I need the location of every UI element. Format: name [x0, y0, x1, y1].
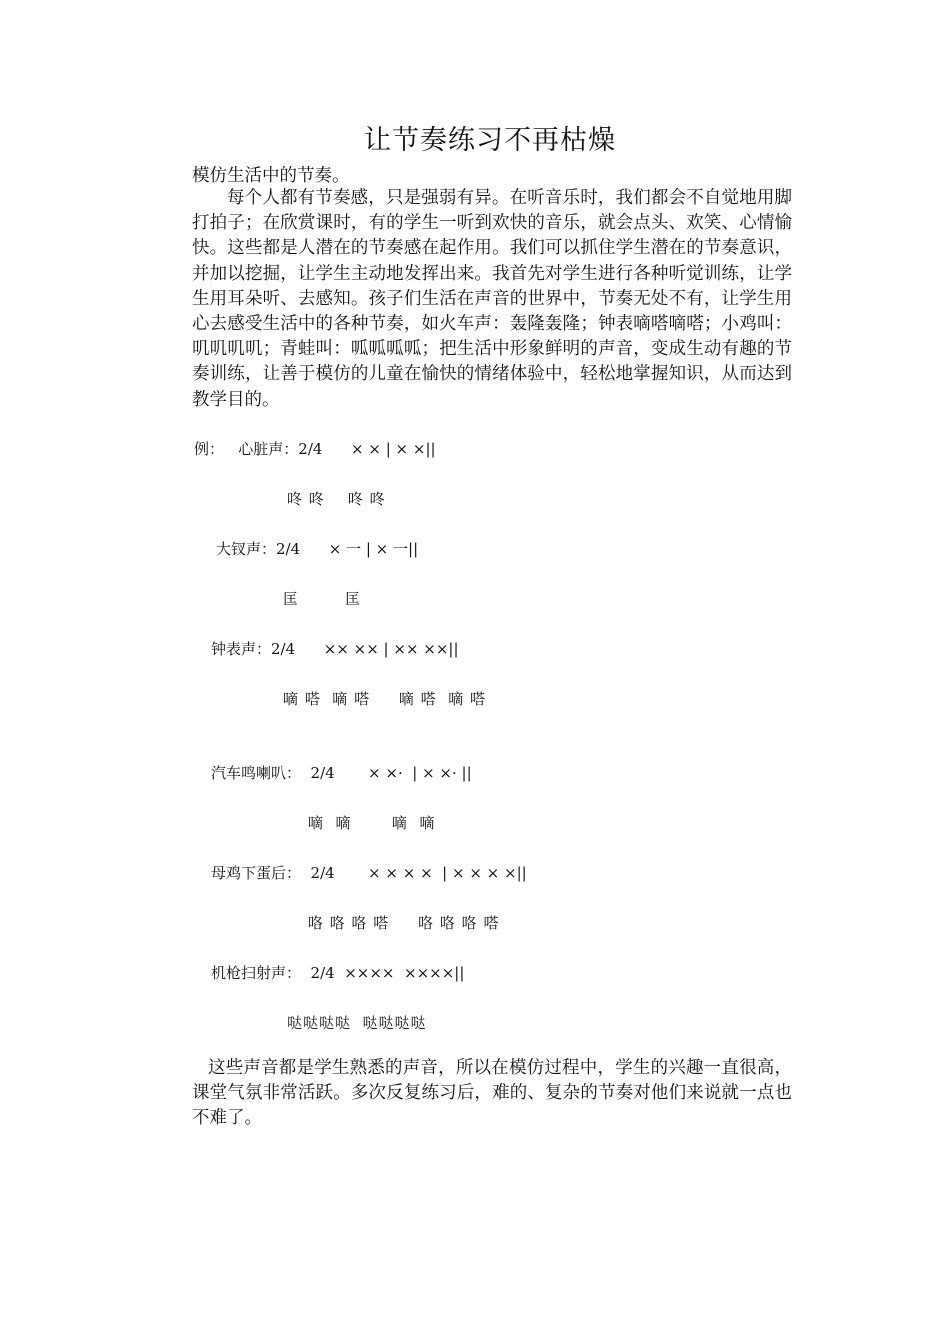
conclusion-paragraph: 这些声音都是学生熟悉的声音，所以在模仿过程中，学生的兴趣一直很高，课堂气氛非常活跃。多次反复练习后，难的、复杂的节奏对他们来说就一点也不难了。	[192, 1058, 792, 1129]
example-cymbal-sound: 匡 匡	[283, 590, 362, 608]
example-clock-sound: 嘀 嗒 嘀 嗒 嘀 嗒 嘀 嗒	[283, 690, 486, 708]
example-machinegun-rhythm: 机枪扫射声： 2/4 ×××× ××××||	[211, 964, 465, 982]
intro-paragraph: 每个人都有节奏感，只是强弱有异。在听音乐时，我们都会不自觉地用脚打拍子；在欣赏课时，有的学生一听到欢快的音乐，就会点头、欢笑、心情愉快。这些都是人潜在的节奏感在起作用。我们可以抓住学生潜在的节奏意识，并加以挖掘，让学生主动地发挥出来。我首先对学生进行各种听觉训练，让学生用耳朵听、去感知。孩子们生活在声音的世界中，节奏无处不有，让学生用心去感受生活中的各种节奏，如火车声：轰隆轰隆；钟表嘀嗒嘀嗒；小鸡叫：叽叽叽叽；青蛙叫：呱呱呱呱；把生活中形象鲜明的声音，变成生动有趣的节奏训练，让善于模仿的儿童在愉快的情绪体验中，轻松地掌握知识，从而达到教学目的。	[192, 188, 792, 410]
example-heartbeat-rhythm: 例： 心脏声：2/4 × × | × ×||	[194, 440, 436, 458]
example-horn-sound: 嘀 嘀 嘀 嘀	[308, 814, 436, 832]
example-machinegun-sound: 哒哒哒哒 哒哒哒哒	[287, 1014, 427, 1032]
example-hen-sound: 咯 咯 咯 嗒 咯 咯 咯 嗒	[308, 914, 500, 932]
section-heading: 模仿生活中的节奏。	[192, 166, 350, 186]
document-title: 让节奏练习不再枯燥	[364, 125, 616, 156]
example-hen-rhythm: 母鸡下蛋后： 2/4 × × × × | × × × ×||	[211, 864, 527, 882]
example-clock-rhythm: 钟表声：2/4 ×× ×× | ×× ××||	[211, 640, 459, 658]
example-heartbeat-sound: 咚 咚 咚 咚	[287, 490, 386, 508]
example-horn-rhythm: 汽车鸣喇叭： 2/4 × ×· | × ×· ||	[211, 764, 472, 782]
example-cymbal-rhythm: 大钗声：2/4 × 一 | × 一||	[216, 540, 419, 558]
